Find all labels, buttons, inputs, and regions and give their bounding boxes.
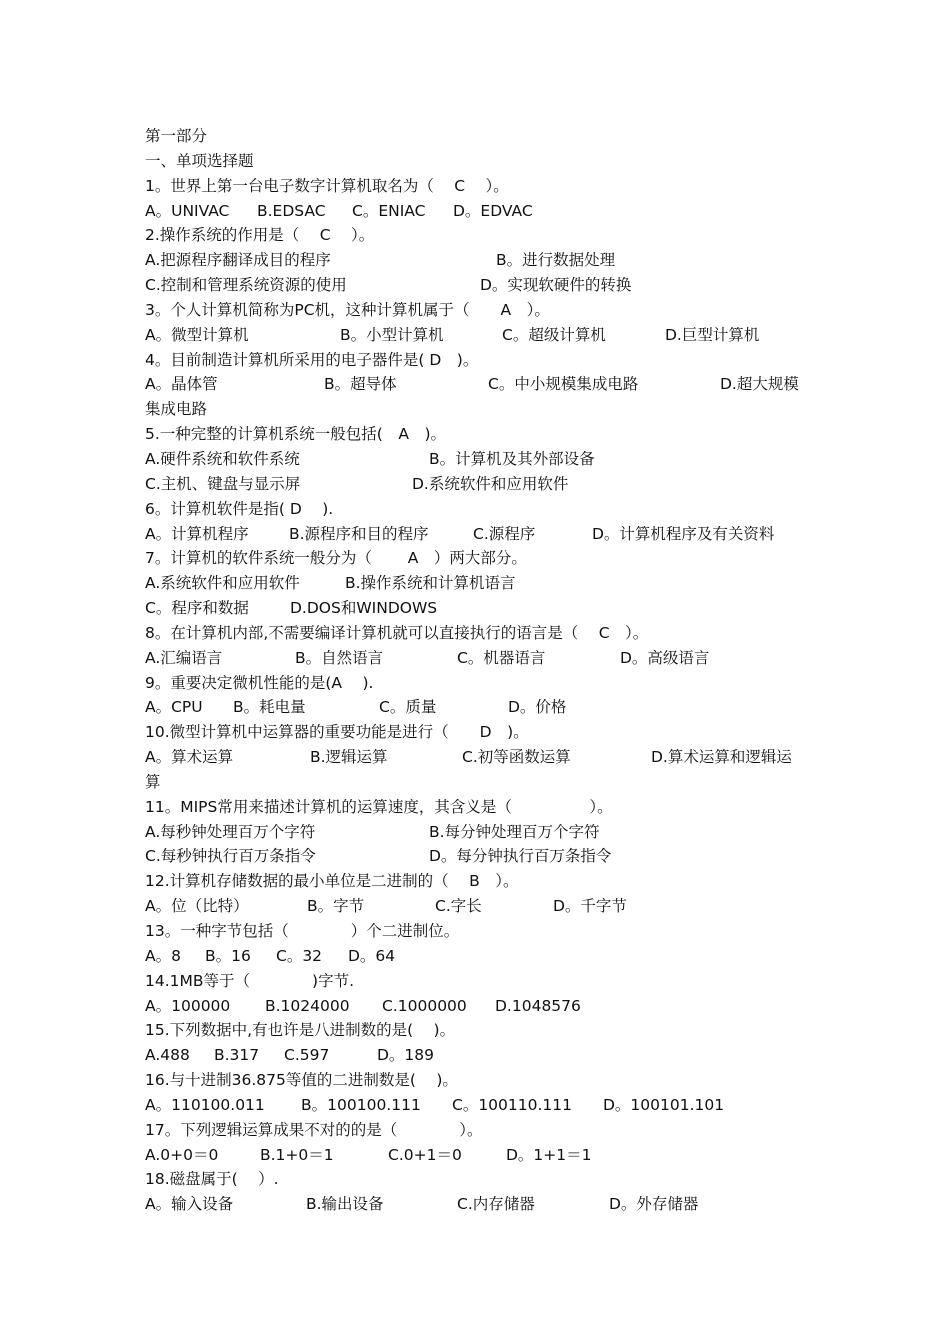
option: B.317 — [214, 1046, 260, 1065]
option: B。进行数据处理 — [496, 251, 616, 270]
option: A。UNIVAC — [145, 201, 230, 220]
option: D。100101.101 — [603, 1095, 725, 1114]
option: D。千字节 — [553, 897, 627, 916]
option-row — [145, 844, 825, 869]
question-stem: 3。个人计算机简称为PC机，这种计算机属于（ A ）。 — [145, 300, 550, 319]
option: A.0+0＝0 — [145, 1145, 219, 1164]
option-row — [145, 273, 825, 298]
option: C。程序和数据 — [145, 599, 249, 618]
option-row — [145, 770, 825, 795]
option: C。机器语言 — [457, 648, 546, 667]
option: C。超级计算机 — [502, 325, 606, 344]
option: D。计算机程序及有关资料 — [592, 524, 775, 543]
option-row — [145, 1093, 825, 1118]
option: C.源程序 — [473, 524, 536, 543]
option: D。每分钟执行百万条指令 — [429, 847, 612, 866]
option-row — [145, 646, 825, 671]
option: B.1+0＝1 — [260, 1145, 334, 1164]
option-row — [145, 397, 825, 422]
option: C.1000000 — [382, 996, 467, 1015]
option: A。CPU — [145, 698, 203, 717]
option: C.每秒钟执行百万条指令 — [145, 847, 316, 866]
option: A。计算机程序 — [145, 524, 249, 543]
question-list — [145, 174, 825, 1217]
question-stem: 9。重要决定微机性能的是(A ). — [145, 673, 374, 692]
option: D。EDVAC — [453, 201, 533, 220]
option: B。计算机及其外部设备 — [429, 449, 595, 468]
option-row — [145, 199, 825, 224]
option: A.汇编语言 — [145, 648, 223, 667]
option: C.初等函数运算 — [462, 748, 571, 767]
option: A。位（比特） — [145, 897, 249, 916]
option-row — [145, 1192, 825, 1217]
option: D。1+1＝1 — [506, 1145, 592, 1164]
option: D。高级语言 — [620, 648, 710, 667]
option: D.系统软件和应用软件 — [412, 474, 569, 493]
option-row — [145, 745, 825, 770]
option-row — [145, 695, 825, 720]
option: A。100000 — [145, 996, 231, 1015]
question-type-title: 一、单项选择题 — [145, 151, 254, 170]
option: A。晶体管 — [145, 375, 218, 394]
question-stem: 1。世界上第一台电子数字计算机取名为（ C ）。 — [145, 176, 509, 195]
option: D。64 — [348, 946, 396, 965]
exam-document — [145, 124, 825, 1217]
option-row — [145, 596, 825, 621]
option: C.字长 — [435, 897, 482, 916]
option: B.1024000 — [265, 996, 350, 1015]
option: D。实现软硬件的转换 — [480, 276, 632, 295]
option: A。微型计算机 — [145, 325, 249, 344]
option: D.巨型计算机 — [665, 325, 760, 344]
question-stem: 2.操作系统的作用是（ C ）。 — [145, 226, 375, 245]
question-stem: 8。在计算机内部,不需要编译计算机就可以直接执行的语言是（ C ）。 — [145, 623, 649, 642]
option: C。ENIAC — [352, 201, 426, 220]
option: B.输出设备 — [306, 1195, 384, 1214]
question-stem: 11。MIPS常用来描述计算机的运算速度，其含义是（ ）。 — [145, 797, 613, 816]
option: A.488 — [145, 1046, 190, 1065]
option: C。中小规模集成电路 — [488, 375, 639, 394]
option: A.每秒钟处理百万个字符 — [145, 822, 316, 841]
question-stem: 5.一种完整的计算机系统一般包括( A )。 — [145, 425, 446, 444]
option: C.0+1＝0 — [388, 1145, 462, 1164]
option: B。字节 — [307, 897, 365, 916]
option: A.硬件系统和软件系统 — [145, 449, 300, 468]
option: 算 — [145, 772, 161, 791]
option-row — [145, 372, 825, 397]
option: D.算术运算和逻辑运 — [651, 748, 792, 767]
option: B.源程序和目的程序 — [289, 524, 429, 543]
option: A。输入设备 — [145, 1195, 234, 1214]
option: B。小型计算机 — [340, 325, 444, 344]
option: D.超大规模 — [720, 375, 799, 394]
option: D.1048576 — [495, 996, 581, 1015]
option: D。价格 — [508, 698, 567, 717]
option: C。32 — [276, 946, 323, 965]
option-row — [145, 447, 825, 472]
option: D。外存储器 — [609, 1195, 699, 1214]
option: B.操作系统和计算机语言 — [345, 574, 516, 593]
option: B。自然语言 — [295, 648, 384, 667]
option-row — [145, 522, 825, 547]
option: C.控制和管理系统资源的使用 — [145, 276, 347, 295]
option: C.内存储器 — [457, 1195, 535, 1214]
option-row — [145, 944, 825, 969]
question-stem: 16.与十进制36.875等值的二进制数是( )。 — [145, 1071, 458, 1090]
question-stem: 12.计算机存储数据的最小单位是二进制的（ B ）。 — [145, 872, 519, 891]
option: B。16 — [205, 946, 251, 965]
option-row — [145, 472, 825, 497]
option: 集成电路 — [145, 400, 208, 419]
question-stem: 17。下列逻辑运算成果不对的的是（ ）。 — [145, 1120, 483, 1139]
option: B.逻辑运算 — [310, 748, 388, 767]
option: C。质量 — [379, 698, 437, 717]
option: C。100110.111 — [452, 1095, 573, 1114]
option-row — [145, 1043, 825, 1068]
option-row — [145, 323, 825, 348]
option: C.597 — [284, 1046, 330, 1065]
option: A。算术运算 — [145, 748, 234, 767]
option: B。耗电量 — [233, 698, 306, 717]
question-stem: 6。计算机软件是指( D ). — [145, 499, 334, 518]
question-stem: 10.微型计算机中运算器的重要功能是进行（ D )。 — [145, 723, 529, 742]
question-stem: 18.磁盘属于( ）. — [145, 1170, 279, 1189]
option: B.EDSAC — [257, 201, 326, 220]
option: A。110100.011 — [145, 1095, 265, 1114]
option: B.每分钟处理百万个字符 — [429, 822, 600, 841]
option-row — [145, 1143, 825, 1168]
option-row — [145, 894, 825, 919]
option-row — [145, 994, 825, 1019]
option: D。189 — [377, 1046, 435, 1065]
question-stem: 14.1MB等于（ )字节. — [145, 971, 354, 990]
option: D.DOS和WINDOWS — [290, 599, 438, 618]
question-stem: 7。计算机的软件系统一般分为（ A ）两大部分。 — [145, 549, 527, 568]
option: B。超导体 — [324, 375, 397, 394]
option: A.系统软件和应用软件 — [145, 574, 300, 593]
option-row — [145, 820, 825, 845]
part-title: 第一部分 — [145, 127, 208, 145]
question-stem: 15.下列数据中,有也许是八进制数的是( )。 — [145, 1021, 456, 1040]
question-stem: 4。目前制造计算机所采用的电子器件是( D )。 — [145, 350, 479, 369]
option-row — [145, 248, 825, 273]
option: B。100100.111 — [301, 1095, 421, 1114]
option: C.主机、键盘与显示屏 — [145, 474, 301, 493]
question-stem: 13。一种字节包括（ ）个二进制位。 — [145, 922, 460, 940]
option: A。8 — [145, 946, 181, 965]
option-row — [145, 571, 825, 596]
option: A.把源程序翻译成目的程序 — [145, 251, 331, 270]
